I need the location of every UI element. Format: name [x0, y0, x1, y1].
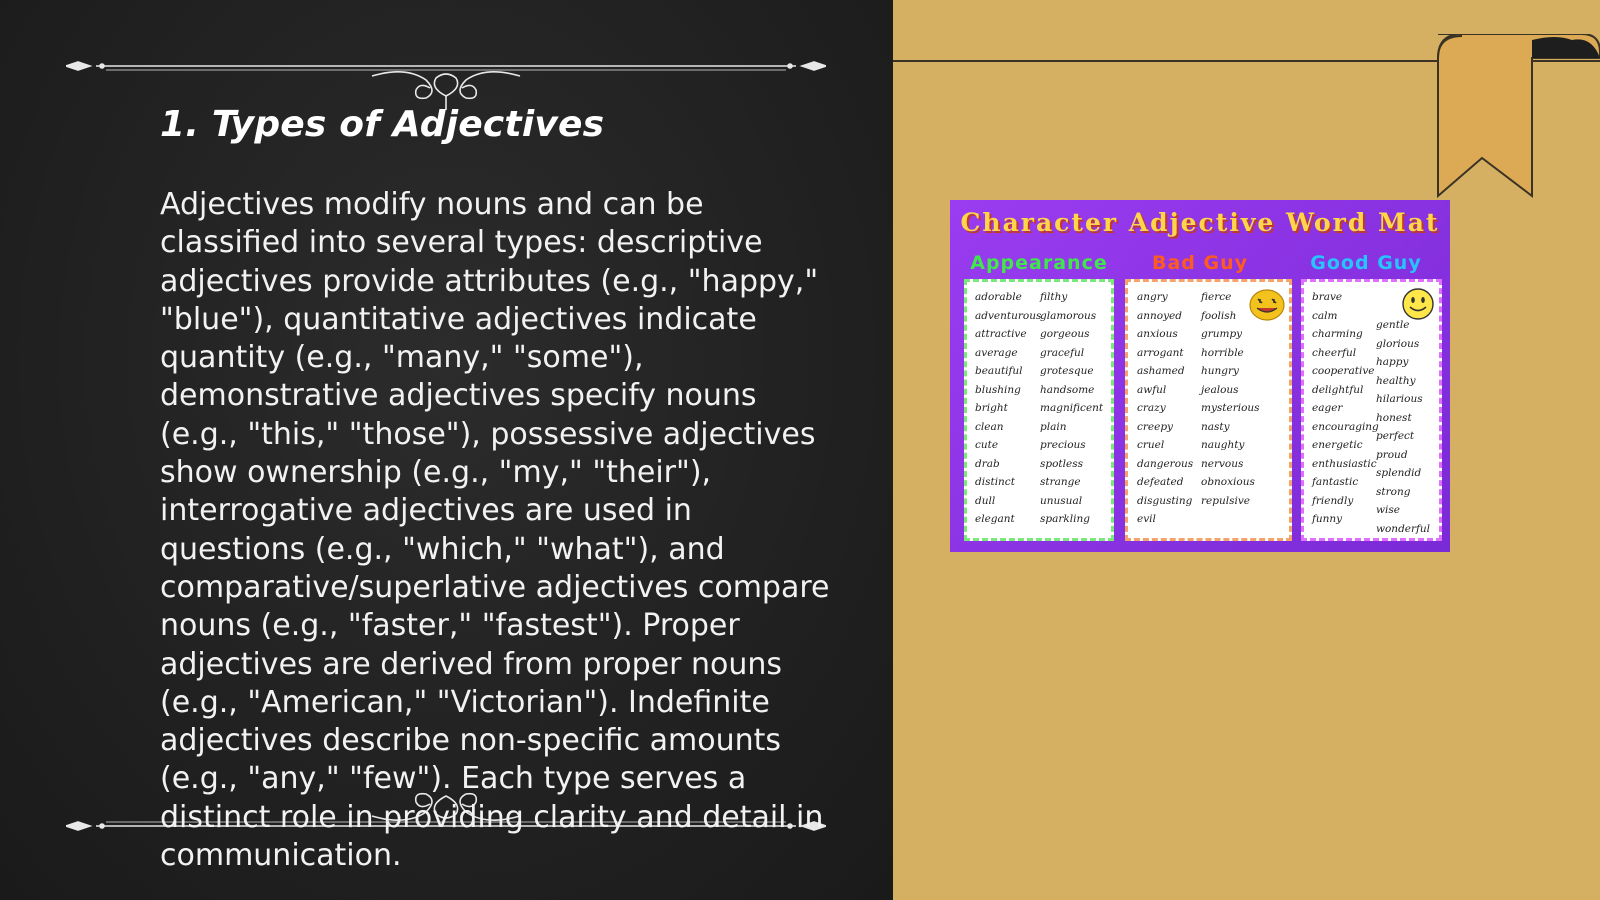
word-item: angry [1137, 291, 1168, 303]
slide-body-text: Adjectives modify nouns and can be classified into several types: descriptive adjectives provide attributes (e.g., "happy," "blue"), quantitative adjectives indicate quantity (e.g., "many," "some"), demonstrative adjectives specify nouns (e.g., "this," "those"), possessive adjectives show ownership (e.g., "my," "their"), interrogative adjectives are used in questions (e.g., "which," "what"), and comparative/superlative adjectives compare nouns (e.g., "faster," "fastest"). Proper adjectives are derived from proper nouns (e.g., "American," "Victorian"). Indefinite adjectives describe non-specific amounts (e.g., "any," "few"). Each type serves a distinct role in providing clarity and detail in communication. [160, 187, 830, 874]
word-item: naughty [1201, 439, 1245, 451]
word-item: bright [975, 402, 1008, 414]
word-item: gorgeous [1040, 328, 1090, 340]
word-item: handsome [1040, 383, 1095, 396]
word-item: strange [1040, 476, 1081, 488]
word-item: splendid [1376, 467, 1422, 479]
word-item: magnificent [1040, 402, 1104, 414]
word-item: cheerful [1312, 346, 1357, 359]
word-item: drab [975, 457, 1000, 470]
word-item: annoyed [1137, 309, 1182, 322]
word-item: crazy [1137, 402, 1166, 414]
word-list [1376, 316, 1430, 538]
word-item: friendly [1312, 494, 1354, 507]
word-item: enthusiastic [1312, 457, 1377, 470]
slide-title: 1. Types of Adjectives [160, 104, 605, 145]
word-item: jealous [1201, 383, 1239, 396]
word-item: wise [1376, 504, 1400, 516]
word-item: evil [1137, 513, 1156, 525]
word-item: fantastic [1312, 476, 1359, 488]
word-item: funny [1312, 513, 1343, 525]
smiley-face-icon [1400, 287, 1436, 321]
word-item: mysterious [1201, 402, 1260, 414]
bad-guy-word-box [1125, 279, 1292, 541]
word-item: eager [1312, 402, 1343, 414]
word-item: grumpy [1201, 328, 1243, 340]
word-item: calm [1312, 309, 1338, 322]
word-item: clean [975, 420, 1004, 433]
word-item: cute [975, 439, 999, 451]
word-item: awful [1137, 383, 1167, 396]
word-item: nasty [1201, 420, 1230, 433]
appearance-word-box [964, 279, 1114, 541]
word-item: repulsive [1201, 494, 1250, 507]
word-item: cooperative [1312, 365, 1375, 377]
word-item: ashamed [1137, 365, 1185, 377]
word-item: elegant [975, 513, 1015, 525]
word-item: adventurous [975, 309, 1042, 322]
word-mat-image [950, 200, 1450, 552]
word-list [1040, 288, 1103, 529]
word-item: grotesque [1040, 365, 1094, 377]
word-item: hilarious [1376, 393, 1423, 405]
column-heading-good-guy: Good Guy [1310, 252, 1422, 274]
word-item: charming [1312, 328, 1363, 340]
word-item: graceful [1040, 346, 1085, 359]
word-item: healthy [1376, 374, 1416, 387]
word-item: anxious [1137, 328, 1178, 340]
word-item: glamorous [1040, 309, 1097, 322]
word-item: strong [1376, 485, 1411, 498]
word-list [975, 288, 1041, 529]
word-item: wonderful [1376, 522, 1431, 535]
word-list [1312, 288, 1379, 529]
word-item: delightful [1312, 383, 1364, 396]
word-item: adorable [975, 291, 1022, 303]
word-item: distinct [975, 476, 1015, 488]
word-item: brave [1312, 291, 1343, 303]
smiley-face-icon [1248, 288, 1286, 322]
word-item: average [975, 346, 1018, 359]
word-item: unusual [1040, 494, 1083, 507]
word-item: happy [1376, 356, 1409, 368]
word-item: defeated [1137, 476, 1184, 488]
word-item: disgusting [1137, 494, 1193, 507]
word-item: spotless [1040, 457, 1083, 470]
word-item: cruel [1137, 439, 1165, 451]
column-heading-bad-guy: Bad Guy [1151, 252, 1249, 274]
word-item: creepy [1137, 420, 1173, 433]
word-item: filthy [1040, 291, 1068, 303]
word-item: glorious [1376, 337, 1420, 350]
word-item: encouraging [1312, 420, 1379, 433]
word-item: dull [975, 494, 996, 507]
word-list [1137, 288, 1193, 529]
bookmark-ribbon-icon [1432, 34, 1600, 204]
word-item: beautiful [975, 365, 1023, 377]
word-item: nervous [1201, 457, 1244, 470]
word-item: energetic [1312, 439, 1363, 451]
word-item: arrogant [1137, 346, 1184, 359]
word-item: perfect [1376, 430, 1415, 442]
word-item: horrible [1201, 346, 1244, 359]
word-item: obnoxious [1201, 476, 1255, 488]
word-item: hungry [1201, 365, 1239, 377]
word-item: attractive [975, 328, 1027, 340]
word-item: honest [1376, 411, 1412, 424]
word-mat-title: Character Adjective Word Mat [960, 208, 1440, 237]
good-guy-word-box [1301, 279, 1442, 541]
word-item: foolish [1201, 309, 1237, 322]
word-item: precious [1040, 439, 1086, 451]
word-item: proud [1376, 448, 1408, 461]
word-item: fierce [1201, 291, 1232, 303]
word-item: dangerous [1137, 457, 1194, 470]
word-item: plain [1040, 420, 1067, 433]
word-item: blushing [975, 383, 1021, 396]
column-heading-appearance: Appearance [970, 252, 1108, 274]
word-item: gentle [1376, 319, 1410, 331]
word-item: sparkling [1040, 513, 1090, 525]
